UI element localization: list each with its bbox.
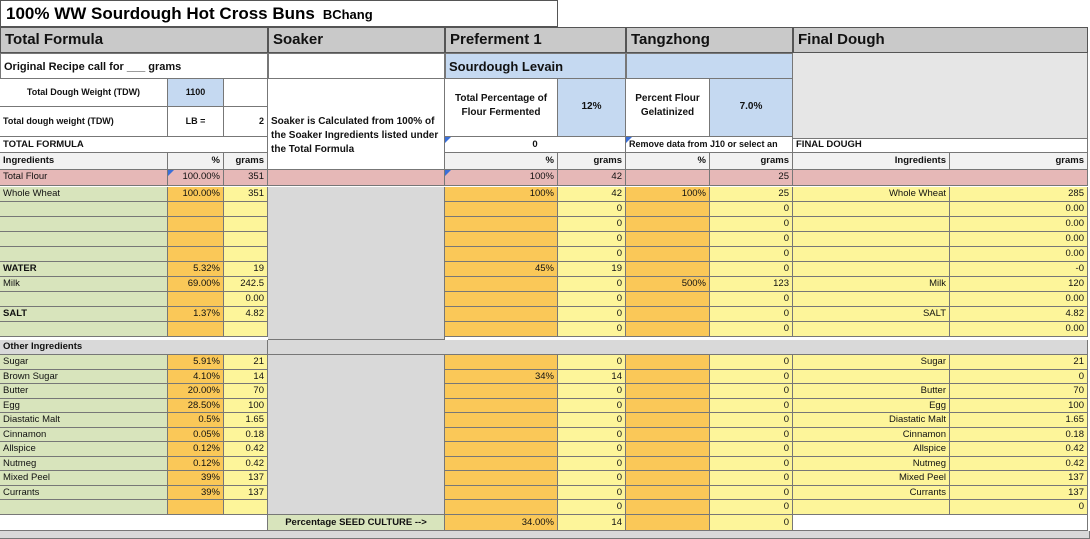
fd-col-ingredients: Ingredients [793, 153, 950, 170]
pf-row-pct[interactable]: 100% [445, 187, 558, 202]
table-row-ingredient[interactable]: SALT [0, 307, 168, 322]
tz-row-pct[interactable] [626, 370, 710, 384]
pf-row-grams: 0 [558, 202, 626, 217]
fd-row-ingredient: Allspice [793, 442, 950, 457]
pf-col-grams: grams [558, 153, 626, 170]
tz-row-pct[interactable] [626, 428, 710, 442]
fd-row-ingredient [793, 322, 950, 337]
pf-row-grams: 0 [558, 486, 626, 500]
preferment-pct-value[interactable]: 12% [558, 79, 626, 137]
table-row-ingredient[interactable]: Allspice [0, 442, 168, 457]
tangzhong-blue-blank [626, 53, 793, 79]
fd-row-grams: 1.65 [950, 413, 1088, 428]
section-header-preferment: Preferment 1 [445, 27, 626, 53]
pf-row-grams: 42 [558, 187, 626, 202]
table-row-ingredient[interactable]: Diastatic Malt [0, 413, 168, 428]
fd-row-grams: 0.00 [950, 232, 1088, 247]
author-name: BChang [322, 7, 373, 22]
table-row-pct[interactable]: 0.12% [168, 457, 224, 471]
table-row-grams: 351 [224, 187, 268, 202]
fd-row-ingredient: Currants [793, 486, 950, 500]
table-row-grams [224, 202, 268, 217]
table-row-grams: 0.00 [224, 292, 268, 307]
tz-flour-pct [626, 170, 710, 186]
section-header-total-formula: Total Formula [0, 27, 268, 53]
table-row-pct[interactable]: 5.32% [168, 262, 224, 277]
tz-row-pct[interactable] [626, 322, 710, 337]
tz-row-pct[interactable]: 100% [626, 187, 710, 202]
tz-row-pct[interactable] [626, 292, 710, 307]
table-row-pct[interactable] [168, 217, 224, 232]
pf-row-pct[interactable]: 45% [445, 262, 558, 277]
fd-row-grams: 0.00 [950, 247, 1088, 262]
table-row-grams: 137 [224, 471, 268, 486]
tz-row-grams: 25 [710, 187, 793, 202]
pf-row-grams: 0 [558, 307, 626, 322]
table-row-pct[interactable]: 1.37% [168, 307, 224, 322]
fd-row-grams: 0.00 [950, 292, 1088, 307]
soaker-note: Soaker is Calculated from 100% of the Soaker Ingredients listed under the Total Formula [268, 79, 445, 170]
table-row-ingredient[interactable]: Milk [0, 277, 168, 292]
tz-row-pct[interactable] [626, 471, 710, 486]
pf-row-pct[interactable] [445, 471, 558, 486]
fd-row-grams: 4.82 [950, 307, 1088, 322]
fd-col-grams: grams [950, 153, 1088, 170]
table-row-pct[interactable] [168, 322, 224, 337]
tdw-label: Total Dough Weight (TDW) [0, 79, 168, 107]
col-pct: % [168, 153, 224, 170]
final-dough-blank [793, 53, 1088, 139]
pf-row-pct[interactable] [445, 277, 558, 292]
pf-row-pct[interactable] [445, 500, 558, 515]
fd-row-grams: -0 [950, 262, 1088, 277]
table-row-ingredient[interactable]: Currants [0, 486, 168, 500]
tz-row-grams: 0 [710, 322, 793, 337]
tz-row-pct[interactable] [626, 307, 710, 322]
comment-marker-icon [445, 170, 451, 176]
table-row-grams: 0.18 [224, 428, 268, 442]
fd-row-ingredient [793, 370, 950, 384]
pf-row-pct[interactable] [445, 399, 558, 413]
fd-row-ingredient: Whole Wheat [793, 187, 950, 202]
pf-row-pct[interactable] [445, 384, 558, 399]
fd-row-ingredient: SALT [793, 307, 950, 322]
tdw-lb-label: Total dough weight (TDW) [0, 107, 168, 137]
table-row-grams: 242.5 [224, 277, 268, 292]
fd-row-ingredient [793, 500, 950, 515]
table-row-pct[interactable]: 20.00% [168, 384, 224, 399]
table-row-pct[interactable] [168, 500, 224, 515]
table-row-pct[interactable] [168, 292, 224, 307]
pf-row-pct[interactable] [445, 307, 558, 322]
fd-row-grams: 137 [950, 471, 1088, 486]
table-row-pct[interactable]: 69.00% [168, 277, 224, 292]
pf-row-grams: 0 [558, 277, 626, 292]
final-dough-label: FINAL DOUGH [793, 137, 1088, 153]
table-row-grams: 0.42 [224, 457, 268, 471]
seed-fd-blank [793, 515, 1088, 531]
fd-row-grams: 0.42 [950, 442, 1088, 457]
fd-row-grams: 70 [950, 384, 1088, 399]
fd-row-ingredient: Sugar [793, 355, 950, 370]
pf-row-grams: 0 [558, 292, 626, 307]
pf-row-grams: 0 [558, 442, 626, 457]
tangzhong-remove-note: Remove data from J10 or select an [626, 137, 793, 153]
tz-row-grams: 0 [710, 247, 793, 262]
table-row-pct[interactable]: 0.12% [168, 442, 224, 457]
tdw-value[interactable]: 1100 [168, 79, 224, 107]
tz-row-pct[interactable] [626, 202, 710, 217]
sourdough-levain-label: Sourdough Levain [445, 53, 626, 79]
table-row-ingredient[interactable] [0, 232, 168, 247]
pf-row-grams: 0 [558, 355, 626, 370]
table-row-pct[interactable]: 100.00% [168, 187, 224, 202]
table-row-pct[interactable] [168, 232, 224, 247]
tz-row-pct[interactable] [626, 500, 710, 515]
table-row-ingredient[interactable]: WATER [0, 262, 168, 277]
tz-row-pct[interactable] [626, 399, 710, 413]
tz-row-pct[interactable] [626, 384, 710, 399]
fd-row-grams: 0.42 [950, 457, 1088, 471]
section-header-final-dough: Final Dough [793, 27, 1088, 53]
pf-row-pct[interactable] [445, 457, 558, 471]
fd-row-ingredient [793, 202, 950, 217]
tz-row-pct[interactable] [626, 486, 710, 500]
pf-row-grams: 0 [558, 413, 626, 428]
pf-col-pct: % [445, 153, 558, 170]
tz-row-grams: 0 [710, 413, 793, 428]
total-flour-pct: 100.00% [168, 170, 224, 186]
tangzhong-pct-label: Percent Flour Gelatinized [626, 79, 710, 137]
fd-row-grams: 0.00 [950, 217, 1088, 232]
tz-row-grams: 0 [710, 370, 793, 384]
pf-row-pct[interactable]: 34% [445, 370, 558, 384]
fd-row-ingredient: Egg [793, 399, 950, 413]
fd-row-ingredient: Cinnamon [793, 428, 950, 442]
tz-row-grams: 0 [710, 442, 793, 457]
tz-row-pct[interactable] [626, 355, 710, 370]
tz-row-grams: 0 [710, 399, 793, 413]
fd-row-ingredient: Diastatic Malt [793, 413, 950, 428]
fd-row-ingredient [793, 232, 950, 247]
tz-row-grams: 0 [710, 457, 793, 471]
tz-row-grams: 0 [710, 500, 793, 515]
table-row-ingredient[interactable]: Egg [0, 399, 168, 413]
pf-row-pct[interactable] [445, 292, 558, 307]
table-row-ingredient[interactable]: Brown Sugar [0, 370, 168, 384]
table-row-grams: 4.82 [224, 307, 268, 322]
pf-row-pct[interactable] [445, 428, 558, 442]
tz-row-pct[interactable] [626, 247, 710, 262]
tz-col-pct: % [626, 153, 710, 170]
fd-row-ingredient: Nutmeg [793, 457, 950, 471]
recipe-title: 100% WW Sourdough Hot Cross Buns [6, 4, 315, 23]
pf-row-grams: 14 [558, 370, 626, 384]
tz-row-grams: 0 [710, 384, 793, 399]
section-header-soaker: Soaker [268, 27, 445, 53]
table-row-grams: 137 [224, 486, 268, 500]
table-row-grams [224, 217, 268, 232]
recipe-call-label: Original Recipe call for ___ grams [0, 53, 268, 79]
table-row-pct[interactable]: 39% [168, 471, 224, 486]
pf-row-grams: 0 [558, 399, 626, 413]
fd-row-grams: 0.00 [950, 322, 1088, 337]
comment-marker-icon [626, 137, 632, 143]
table-row-ingredient[interactable]: Mixed Peel [0, 471, 168, 486]
table-row-grams: 0.42 [224, 442, 268, 457]
table-row-grams: 21 [224, 355, 268, 370]
soaker-flour [268, 170, 445, 186]
fd-row-ingredient [793, 247, 950, 262]
seed-blank-left [0, 515, 268, 531]
fd-row-grams: 0.00 [950, 202, 1088, 217]
table-row-grams: 19 [224, 262, 268, 277]
tz-row-pct[interactable] [626, 217, 710, 232]
fd-row-ingredient: Butter [793, 384, 950, 399]
tz-row-grams: 0 [710, 202, 793, 217]
table-row-ingredient[interactable] [0, 322, 168, 337]
seed-tz-grams: 0 [710, 515, 793, 531]
pf-row-grams: 0 [558, 457, 626, 471]
pf-row-grams: 19 [558, 262, 626, 277]
tz-col-grams: grams [710, 153, 793, 170]
pf-row-grams: 0 [558, 232, 626, 247]
pf-flour-pct: 100% [445, 170, 558, 186]
fd-row-grams: 120 [950, 277, 1088, 292]
table-row-ingredient[interactable] [0, 202, 168, 217]
table-row-grams: 70 [224, 384, 268, 399]
col-ingredients: Ingredients [0, 153, 168, 170]
comment-marker-icon [168, 170, 174, 176]
tz-row-pct[interactable]: 500% [626, 277, 710, 292]
tz-row-grams: 0 [710, 307, 793, 322]
fd-row-grams: 137 [950, 486, 1088, 500]
pf-row-grams: 0 [558, 217, 626, 232]
pf-row-pct[interactable] [445, 217, 558, 232]
fd-row-ingredient [793, 292, 950, 307]
table-row-grams [224, 322, 268, 337]
soaker-blank [268, 53, 445, 79]
table-row-grams: 100 [224, 399, 268, 413]
table-row-ingredient[interactable] [0, 292, 168, 307]
pf-row-pct[interactable] [445, 232, 558, 247]
table-row-grams: 14 [224, 370, 268, 384]
lb-value[interactable]: 2 [224, 107, 268, 137]
table-row-ingredient[interactable] [0, 500, 168, 515]
sheet-title [0, 0, 558, 27]
fd-row-grams: 21 [950, 355, 1088, 370]
tz-row-grams: 123 [710, 277, 793, 292]
seed-culture-label: Percentage SEED CULTURE --> [268, 515, 445, 531]
tz-row-grams: 0 [710, 292, 793, 307]
tz-row-grams: 0 [710, 232, 793, 247]
tz-row-grams: 0 [710, 428, 793, 442]
fd-row-ingredient: Milk [793, 277, 950, 292]
col-grams: grams [224, 153, 268, 170]
table-row-pct[interactable]: 39% [168, 486, 224, 500]
tz-row-grams: 0 [710, 217, 793, 232]
bottom-strip [0, 531, 1090, 539]
tz-row-grams: 0 [710, 471, 793, 486]
tz-row-pct[interactable] [626, 232, 710, 247]
total-flour-grams: 351 [224, 170, 268, 186]
table-row-ingredient[interactable] [0, 247, 168, 262]
pf-row-grams: 0 [558, 500, 626, 515]
table-row-pct[interactable] [168, 202, 224, 217]
total-formula-label: TOTAL FORMULA [0, 137, 268, 153]
section-header-tangzhong: Tangzhong [626, 27, 793, 53]
tz-row-pct[interactable] [626, 262, 710, 277]
seed-culture-grams: 14 [558, 515, 626, 531]
tz-row-pct[interactable] [626, 413, 710, 428]
pf-row-grams: 0 [558, 322, 626, 337]
lb-label: LB = [168, 107, 224, 137]
table-row-pct[interactable] [168, 247, 224, 262]
pf-row-pct[interactable] [445, 442, 558, 457]
tz-row-pct[interactable] [626, 442, 710, 457]
pf-row-pct[interactable] [445, 413, 558, 428]
table-row-ingredient[interactable] [0, 217, 168, 232]
preferment-pct-label: Total Percentage of Flour Fermented [445, 79, 558, 137]
comment-marker-icon [445, 137, 451, 143]
soaker-gray-area-1 [268, 187, 445, 340]
table-row-ingredient[interactable]: Whole Wheat [0, 187, 168, 202]
table-row-ingredient[interactable]: Butter [0, 384, 168, 399]
table-row-grams [224, 247, 268, 262]
fd-row-ingredient [793, 217, 950, 232]
pf-row-pct[interactable] [445, 486, 558, 500]
table-row-ingredient[interactable]: Nutmeg [0, 457, 168, 471]
table-row-ingredient[interactable]: Cinnamon [0, 428, 168, 442]
seed-tz-pct [626, 515, 710, 531]
fd-row-grams: 100 [950, 399, 1088, 413]
table-row-grams [224, 232, 268, 247]
tz-row-grams: 0 [710, 486, 793, 500]
pf-row-grams: 0 [558, 247, 626, 262]
fd-row-grams: 285 [950, 187, 1088, 202]
tz-row-grams: 0 [710, 262, 793, 277]
soaker-gray-area-2 [268, 355, 445, 515]
pf-row-pct[interactable] [445, 355, 558, 370]
pf-row-pct[interactable] [445, 322, 558, 337]
fd-row-grams: 0 [950, 500, 1088, 515]
tz-flour-grams: 25 [710, 170, 793, 186]
pf-row-pct[interactable] [445, 247, 558, 262]
table-row-pct[interactable]: 4.10% [168, 370, 224, 384]
table-row-pct[interactable]: 0.5% [168, 413, 224, 428]
other-header-fill [268, 340, 1088, 355]
pf-flour-grams: 42 [558, 170, 626, 186]
table-row-pct[interactable]: 0.05% [168, 428, 224, 442]
pf-row-pct[interactable] [445, 202, 558, 217]
table-row-ingredient[interactable]: Sugar [0, 355, 168, 370]
tz-row-grams: 0 [710, 355, 793, 370]
preferment-zero: 0 [445, 137, 626, 153]
fd-row-ingredient [793, 262, 950, 277]
tdw-blank [224, 79, 268, 107]
table-row-pct[interactable]: 28.50% [168, 399, 224, 413]
total-flour-label: Total Flour [0, 170, 168, 186]
tangzhong-pct-value[interactable]: 7.0% [710, 79, 793, 137]
table-row-pct[interactable]: 5.91% [168, 355, 224, 370]
seed-culture-pct[interactable]: 34.00% [445, 515, 558, 531]
pf-row-grams: 0 [558, 428, 626, 442]
fd-row-grams: 0 [950, 370, 1088, 384]
fd-row-grams: 0.18 [950, 428, 1088, 442]
tz-row-pct[interactable] [626, 457, 710, 471]
fd-flour-blank [793, 170, 1088, 186]
pf-row-grams: 0 [558, 471, 626, 486]
table-row-grams: 1.65 [224, 413, 268, 428]
table-row-grams [224, 500, 268, 515]
pf-row-grams: 0 [558, 384, 626, 399]
other-ingredients-label: Other Ingredients [0, 340, 268, 355]
fd-row-ingredient: Mixed Peel [793, 471, 950, 486]
